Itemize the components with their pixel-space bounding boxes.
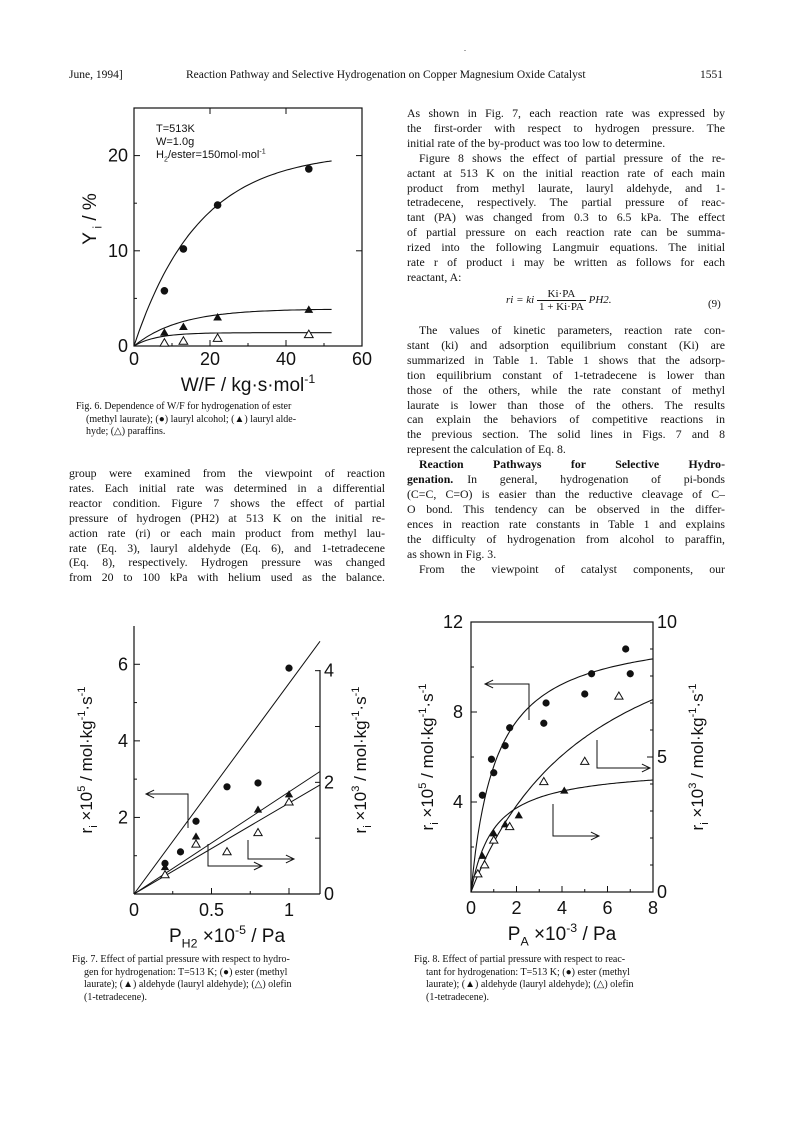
y-right-tick-label: 10 [657, 612, 678, 632]
annotation-ratio-part: 2 [163, 155, 168, 164]
text-line: the first-order with respect to hydrogen pressure. The [407, 120, 725, 135]
data-point-filled-circle [180, 245, 188, 253]
y-tick-label: 0 [117, 336, 128, 356]
text-line: reactor condition. Figure 7 shows the effect of partial [69, 495, 385, 510]
data-point-filled-circle [177, 848, 184, 855]
y-axis-label-right-part: ·s [351, 696, 370, 711]
figure-7-caption-line: (1-tetradecene). [84, 991, 148, 1003]
data-point-filled-circle [622, 645, 629, 652]
y-axis-label-right [687, 684, 711, 831]
y-axis-label-left-part: -1 [75, 686, 88, 697]
x-axis-label [181, 372, 316, 396]
x-axis-label-part: ×10 [528, 924, 567, 945]
data-point-filled-circle [305, 165, 313, 173]
figure-6-plot [80, 108, 372, 396]
data-point-filled-triangle [179, 322, 188, 330]
x-axis-label-part: / Pa [245, 926, 286, 947]
y-right-tick-label: 0 [657, 882, 668, 902]
annotation-ratio-part: /ester=150mol·mol [167, 149, 260, 161]
left-column-text [69, 466, 385, 585]
text-line: (C=C, C=O) is easier than the reductive cleavage of C– [407, 486, 725, 501]
text-line: action rate (ri) or each main product from methyl lau- [69, 525, 385, 540]
figure-6-caption [76, 401, 376, 439]
data-point-filled-circle [540, 720, 547, 727]
text-line: The values of kinetic parameters, reaction rate con- [419, 323, 725, 337]
data-point-open-triangle [540, 778, 548, 785]
y-axis-label-left-part: ·s [77, 696, 96, 711]
y-axis-label-left [417, 684, 441, 831]
figure-6-chart [60, 98, 390, 398]
header-title: Reaction Pathway and Selective Hydrogenation on Copper Magnesium Oxide Catalyst [186, 69, 586, 81]
y-axis-label-right [350, 687, 374, 834]
y-axis-label-part: Y [80, 232, 101, 245]
y-axis-label-left-part: -1 [75, 710, 88, 721]
data-point-filled-triangle [254, 806, 262, 813]
header-date: June, 1994] [69, 69, 123, 81]
figure-6-caption-line: hyde; (△) paraffins. [86, 426, 166, 438]
figure-7-caption-line: Effect of partial pressure with respect to hydro- [100, 954, 290, 965]
figure-7-chart [62, 608, 402, 948]
y-axis-label-left-part: -1 [416, 707, 429, 718]
text-line: tetradecene, respectively. The partial pressure of reac- [407, 195, 725, 210]
data-point-filled-circle [490, 769, 497, 776]
figure-7-caption-line: laurate); (▲) aldehyde (lauryl aldehyde); (△) olefin [84, 979, 292, 991]
x-tick-label: 20 [199, 349, 221, 369]
y-tick-label: 6 [117, 654, 128, 675]
y-tick-label: 10 [107, 240, 128, 261]
figure-8-caption-line: (1-tetradecene). [426, 991, 490, 1003]
data-point-filled-circle [502, 742, 509, 749]
y-axis-label [80, 193, 105, 245]
data-point-open-triangle [581, 757, 589, 764]
y-axis-label-left-part: 5 [416, 782, 429, 789]
text-line: rates. Each initial rate was determined in a differential [69, 480, 385, 495]
data-point-filled-circle [254, 779, 261, 786]
x-axis-label-part: -1 [304, 372, 316, 387]
y-axis-label-left-part: r [77, 827, 96, 834]
x-axis-label-part: W/F / kg·s·mol [180, 375, 305, 396]
x-axis-label-part: -5 [234, 923, 246, 938]
text-line: those of the others, while the rate constant of methyl [407, 382, 725, 397]
text-line: initial rate of the by-product was too low to determine. [407, 135, 666, 150]
figure-7-caption [72, 954, 392, 1004]
y-axis-label-left [76, 687, 100, 834]
text-line [407, 472, 725, 487]
x-axis-label-part: / Pa [577, 924, 617, 945]
y-tick-label: 8 [452, 702, 463, 722]
x-axis-label-part: -3 [566, 921, 578, 936]
y-axis-label-left-part: i [88, 825, 101, 828]
text-line: represent the calculation of Eq. 8. [407, 442, 566, 457]
section-heading-cont: genation. [407, 472, 454, 487]
text-line: actant at 513 K on the initial reaction rate of each main [407, 165, 725, 180]
axis-pointer-arrow-right-2 [553, 804, 599, 836]
text-line: ences in reaction rate constants in Table 1 and explains [407, 516, 725, 531]
text-line: rized into the following Langmuir equations. The initial [407, 240, 725, 255]
y-axis-label-left-part: 5 [75, 785, 88, 792]
annotation-ratio-part: H [156, 149, 164, 161]
figure-6-caption-label: Fig. 6. [76, 401, 102, 412]
data-point-open-triangle [179, 337, 188, 345]
figure-6-caption-line: (methyl laurate); (●) lauryl alcohol; (▲) lauryl alde- [86, 413, 297, 425]
text-line: As shown in Fig. 7, each reaction rate was expressed by [407, 106, 725, 120]
x-axis-label-part: A [520, 934, 529, 948]
figure-8-caption-line: Effect of partial pressure with respect to reac- [442, 954, 626, 965]
x-axis-label-part: P [168, 926, 182, 947]
equation-9 [506, 288, 612, 313]
y-right-tick-label: 0 [324, 884, 335, 904]
y-tick-label: 12 [442, 612, 463, 632]
x-tick-label: 0 [465, 898, 477, 918]
x-tick-label: 40 [275, 349, 297, 369]
axis-pointer-arrow-left [146, 794, 188, 828]
fit-line-ester [134, 641, 320, 894]
y-tick-label: 2 [117, 807, 128, 828]
text-line: From the viewpoint of catalyst components, our [419, 561, 725, 576]
text-line: pressure of hydrogen (PH2) at 513 K on the initial re- [69, 510, 385, 525]
y-axis-label-right-part: r [688, 824, 707, 831]
y-tick-label: 4 [452, 792, 463, 812]
text-line: the difficulty of hydrogenation from alcohol to paraffin, [407, 531, 725, 546]
plot-frame [471, 622, 653, 892]
text-line: O bond. This tendency can be observed in the differ- [407, 501, 725, 516]
figure-8-caption-line: tant for hydrogenation: T=513 K; (●) ester (methyl [426, 966, 630, 978]
right-column-text-top [407, 106, 725, 285]
y-axis-label-right-part: -1 [349, 686, 362, 697]
data-point-open-triangle [213, 334, 222, 342]
text-line: the previous section. The solid lines in Figs. 7 and 8 [407, 427, 725, 442]
y-axis-label-right-part: 3 [349, 785, 362, 792]
y-axis-label-right-part: 3 [686, 782, 699, 789]
text-line: stant (ki) and adsorption equilibrium constant (Ki) are [407, 337, 725, 352]
data-point-open-triangle [480, 861, 488, 868]
y-axis-label-left-part: r [418, 824, 437, 831]
data-point-open-triangle [615, 692, 623, 699]
x-axis-label-part: P [507, 924, 521, 945]
x-tick-label: 0.5 [198, 900, 225, 920]
y-axis-label-right-part: ·s [688, 693, 707, 708]
y-axis-label-right-part: / mol·kg [351, 720, 370, 786]
y-axis-label-right-part: r [351, 827, 370, 834]
x-axis-label-part: ×10 [197, 926, 235, 947]
x-tick-label: 60 [351, 349, 373, 369]
y-right-tick-label: 2 [324, 772, 335, 793]
text-line: reactant, A: [407, 269, 462, 284]
y-axis-label-part: i [90, 225, 105, 233]
y-axis-label-right-part: -1 [349, 710, 362, 721]
data-point-filled-circle [581, 690, 588, 697]
text-line: product from methyl laurate, lauryl aldehyde, and 1- [407, 180, 725, 195]
data-point-open-triangle [304, 330, 313, 338]
figure-8-caption-line: laurate); (▲) aldehyde (lauryl aldehyde); (△) olefin [426, 979, 634, 991]
figure-7-plot [76, 626, 374, 948]
annotation-weight: W=1.0g [156, 136, 195, 148]
data-point-filled-circle [506, 724, 513, 731]
data-point-filled-circle [285, 665, 292, 672]
y-axis-label-right-part: ×10 [688, 788, 707, 823]
x-tick-label: 0 [128, 900, 140, 920]
y-axis-label-left-part: -1 [416, 683, 429, 694]
y-axis-label-right-part: -1 [686, 707, 699, 718]
right-column-text-mid [407, 323, 725, 576]
y-axis-label-left-part: ×10 [418, 788, 437, 823]
data-point-filled-triangle [478, 852, 486, 859]
data-point-filled-circle [161, 287, 169, 295]
annotation-ratio [156, 147, 266, 163]
fit-curve-alcohol [134, 161, 332, 346]
annotation-ratio-part: -1 [259, 147, 266, 156]
text-line: tant (PA) was changed from 0.3 to 6.5 kPa. The effect [407, 210, 725, 225]
header-page-number: 1551 [700, 69, 723, 81]
data-point-filled-circle [588, 670, 595, 677]
data-point-filled-circle [488, 756, 495, 763]
figure-7-caption-line: gen for hydrogenation: T=513 K; (●) ester (methyl [84, 966, 288, 978]
scan-dot: . [464, 44, 466, 53]
y-axis-label-right-part: i [362, 825, 375, 828]
y-axis-label-part: / % [80, 193, 101, 226]
text-line: of partial pressure on each reaction rate can be summa- [407, 225, 725, 240]
text-line: can explain the behaviors of competitive reactions in [407, 412, 725, 427]
x-tick-label: 0 [128, 349, 140, 369]
equation-denominator: 1 + Ki·PA [538, 301, 584, 313]
section-heading: Reaction Pathways for Selective Hydro- [419, 457, 725, 472]
text-line: (Eq. 8), respectively. Hydrogen pressure was changed [69, 555, 385, 570]
figure-6-caption-line: Dependence of W/F for hydrogenation of ester [104, 401, 292, 412]
y-axis-label-left-part: / mol·kg [418, 717, 437, 783]
equation-number: (9) [708, 298, 721, 310]
y-axis-label-left-part: ×10 [77, 791, 96, 826]
data-point-filled-circle [192, 818, 199, 825]
x-tick-label: 6 [602, 898, 613, 918]
x-tick-label: 4 [556, 898, 568, 918]
y-axis-label-left-part: i [429, 822, 442, 825]
fit-curve-ester [471, 659, 653, 892]
text-line: from 20 to 100 kPa with helium used as the balance. [69, 570, 385, 585]
text-line: In general, hydrogenation of pi-bonds [467, 472, 725, 487]
fit-curve-olefin [471, 700, 653, 893]
text-line: Figure 8 shows the effect of partial pressure of the re- [419, 150, 725, 165]
y-tick-label: 20 [107, 145, 128, 166]
annotation-temperature: T=513K [156, 123, 195, 135]
figure-8-plot [417, 612, 711, 948]
y-tick-label: 4 [117, 730, 128, 751]
y-axis-label-right-part: / mol·kg [688, 717, 707, 783]
y-right-tick-label: 4 [324, 660, 335, 681]
figure-7-caption-label: Fig. 7. [72, 954, 98, 965]
text-line: rate (Eq. 3), lauryl aldehyde (Eq. 6), and 1-tetradecene [69, 540, 385, 555]
x-axis-label [169, 923, 285, 948]
text-line: rate r of product i may be written as follows for each [407, 255, 725, 270]
text-line: tion equilibrium constant of 1-tetradecene is lower than [407, 367, 725, 382]
equation-rhs: PH2. [588, 294, 612, 307]
y-axis-label-right-part: ×10 [351, 791, 370, 826]
data-point-filled-circle [479, 792, 486, 799]
data-point-filled-circle [223, 783, 230, 790]
data-point-open-triangle [254, 829, 262, 836]
y-axis-label-right-part: -1 [686, 683, 699, 694]
data-point-filled-triangle [515, 811, 523, 818]
figure-8-caption [414, 954, 734, 1004]
text-line: as shown in Fig. 3. [407, 546, 497, 561]
equation-numerator: Ki·PA [537, 288, 586, 301]
y-right-tick-label: 5 [657, 747, 668, 767]
x-tick-label: 2 [511, 898, 522, 918]
y-axis-label-left-part: / mol·kg [77, 720, 96, 786]
data-point-filled-circle [214, 201, 222, 209]
data-point-open-triangle [192, 840, 200, 847]
data-point-filled-triangle [192, 832, 200, 839]
data-point-filled-circle [542, 699, 549, 706]
y-axis-label-right-part: i [699, 822, 712, 825]
equation-fraction [537, 288, 586, 313]
text-line: summarized in Table 1. Table 1 shows that the adsorp- [407, 352, 725, 367]
text-line: laurate is lower than those of the others. The results [407, 397, 725, 412]
data-point-filled-circle [627, 670, 634, 677]
x-tick-label: 8 [647, 898, 659, 918]
text-line: group were examined from the viewpoint of reaction [69, 466, 385, 480]
x-axis-label [508, 921, 617, 948]
x-tick-label: 1 [283, 900, 295, 920]
data-point-open-triangle [160, 339, 169, 347]
axis-pointer-arrow-right [208, 844, 262, 866]
y-axis-label-left-part: ·s [418, 693, 437, 708]
figure-8-chart [405, 608, 735, 948]
x-axis-label-part: H2 [181, 936, 198, 948]
data-point-open-triangle [223, 848, 231, 855]
figure-8-caption-label: Fig. 8. [414, 954, 440, 965]
equation-lhs: ri = ki [506, 294, 535, 307]
